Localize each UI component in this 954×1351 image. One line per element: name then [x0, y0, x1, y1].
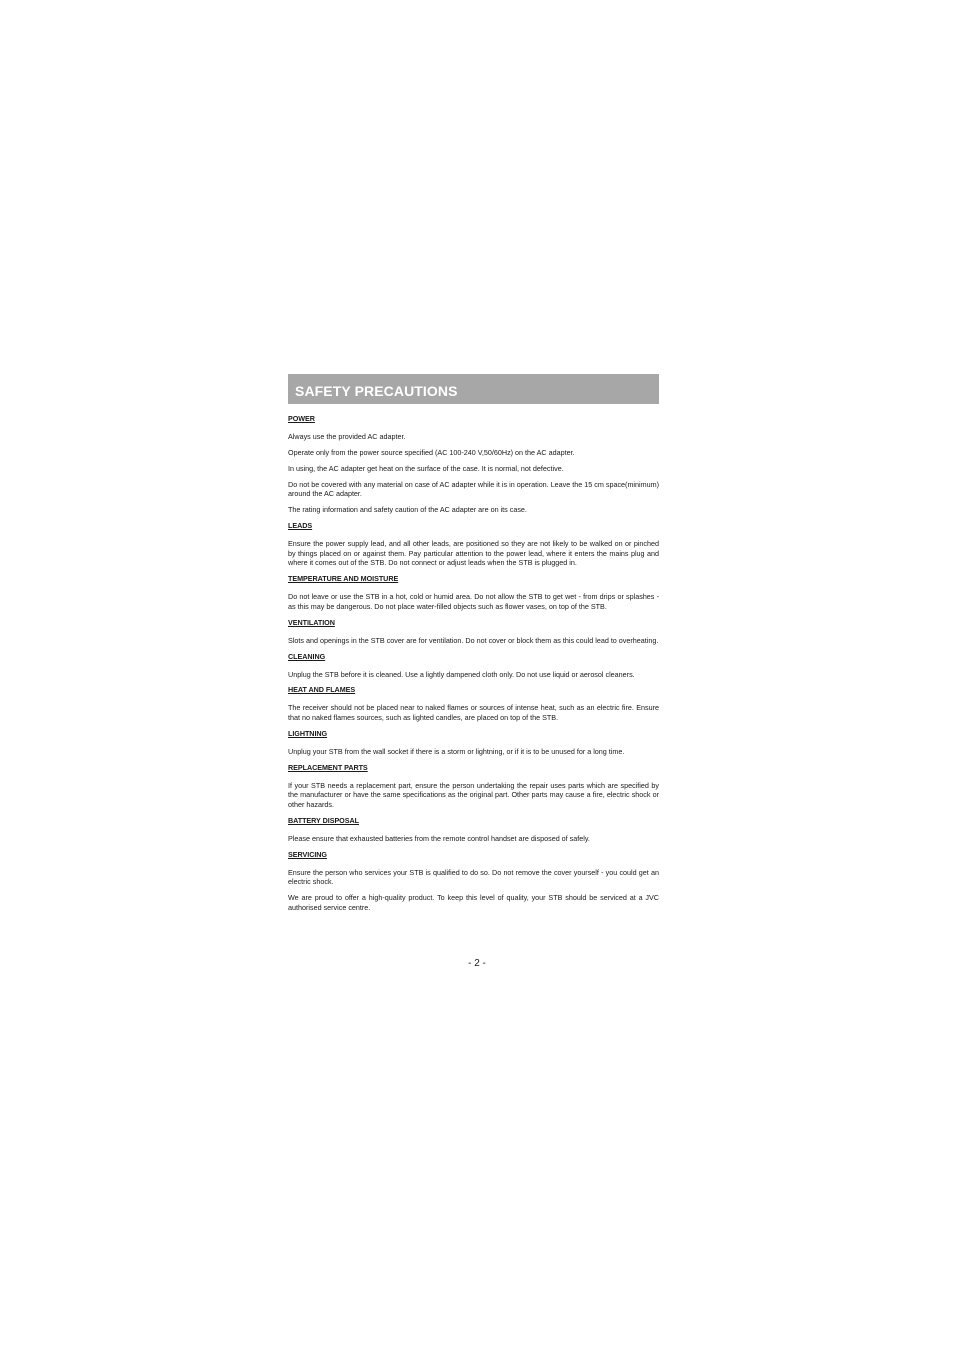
section-heat-and-flames [288, 685, 659, 722]
section-paragraph: Please ensure that exhausted batteries from the remote control handset are disposed of safely. [288, 833, 590, 843]
section-heading: REPLACEMENT PARTS [288, 762, 368, 772]
section-heading: LIGHTNING [288, 728, 328, 738]
section-heading: SERVICING [288, 849, 327, 859]
section-heading: POWER [288, 414, 315, 423]
section-replacement-parts [288, 763, 659, 810]
section-heading: LEADS [288, 521, 313, 531]
section-paragraph: Always use the provided AC adapter. [288, 432, 406, 441]
section-heading: CLEANING [288, 651, 326, 661]
section-paragraph: We are proud to offer a high-quality product. To keep this level of quality, your STB should be serviced at a JVC authorised service centre. [288, 893, 659, 912]
title-bar [288, 374, 659, 404]
section-paragraph: Do not be covered with any material on case of AC adapter while it is in operation. Leave the 15 cm space(minimum) around the AC adapter. [288, 479, 659, 499]
section-heading: HEAT AND FLAMES [288, 685, 356, 695]
section-paragraph: Operate only from the power source specified (AC 100-240 V,50/60Hz) on the AC adapter. [288, 447, 575, 457]
section-paragraph: The receiver should not be placed near to naked flames or sources of intense heat, such as an electric fire. Ensure that no naked flames sources, such as lighted candles, are placed on top of the STB. [288, 703, 659, 722]
section-paragraph: The rating information and safety caution of the AC adapter are on its case. [288, 505, 527, 515]
section-temperature-and-moisture [288, 574, 659, 611]
page-number: - 2 - [468, 958, 486, 969]
section-lightning [288, 729, 659, 757]
section-paragraph: Unplug your STB from the wall socket if there is a storm or lightning, or if it is to be unused for a long time. [288, 746, 625, 756]
section-ventilation [288, 618, 659, 646]
section-leads [288, 521, 659, 568]
section-cleaning [288, 652, 659, 680]
section-paragraph: Slots and openings in the STB cover are for ventilation. Do not cover or block them as this could lead to overheating. [288, 635, 659, 645]
section-heading: TEMPERATURE AND MOISTURE [288, 574, 399, 584]
page-content [288, 374, 659, 919]
section-paragraph: Unplug the STB before it is cleaned. Use a lightly dampened cloth only. Do not use liquid or aerosol cleaners. [288, 669, 635, 679]
section-battery-disposal [288, 816, 659, 844]
section-paragraph: If your STB needs a replacement part, ensure the person undertaking the repair uses parts which are specified by the manufacturer or have the same specifications as the original part. Other parts may cause a fire, electric shock or other hazards. [288, 780, 659, 809]
section-paragraph: Ensure the person who services your STB is qualified to do so. Do not remove the cover yourself - you could get an electric shock. [288, 867, 659, 887]
sections-container [288, 414, 659, 912]
section-paragraph: Ensure the power supply lead, and all other leads, are positioned so they are not likely to be walked on or pinched by things placed on or against them. Pay particular attention to the power lead, where it enters the mains plug and where it comes out of the STB. Do not connect or adjust leads when the STB is plugged in. [288, 539, 659, 568]
section-paragraph: Do not leave or use the STB in a hot, cold or humid area. Do not allow the STB to get wet - from drips or splashes - as this may be dangerous. Do not place water-filled objects such as flower vases, on top of the STB. [288, 592, 659, 611]
page-title: SAFETY PRECAUTIONS [295, 383, 458, 399]
section-heading: VENTILATION [288, 617, 335, 627]
section-power [288, 414, 659, 515]
section-servicing [288, 850, 659, 913]
section-paragraph: In using, the AC adapter get heat on the surface of the case. It is normal, not defective. [288, 463, 564, 473]
section-heading: BATTERY DISPOSAL [288, 815, 359, 825]
